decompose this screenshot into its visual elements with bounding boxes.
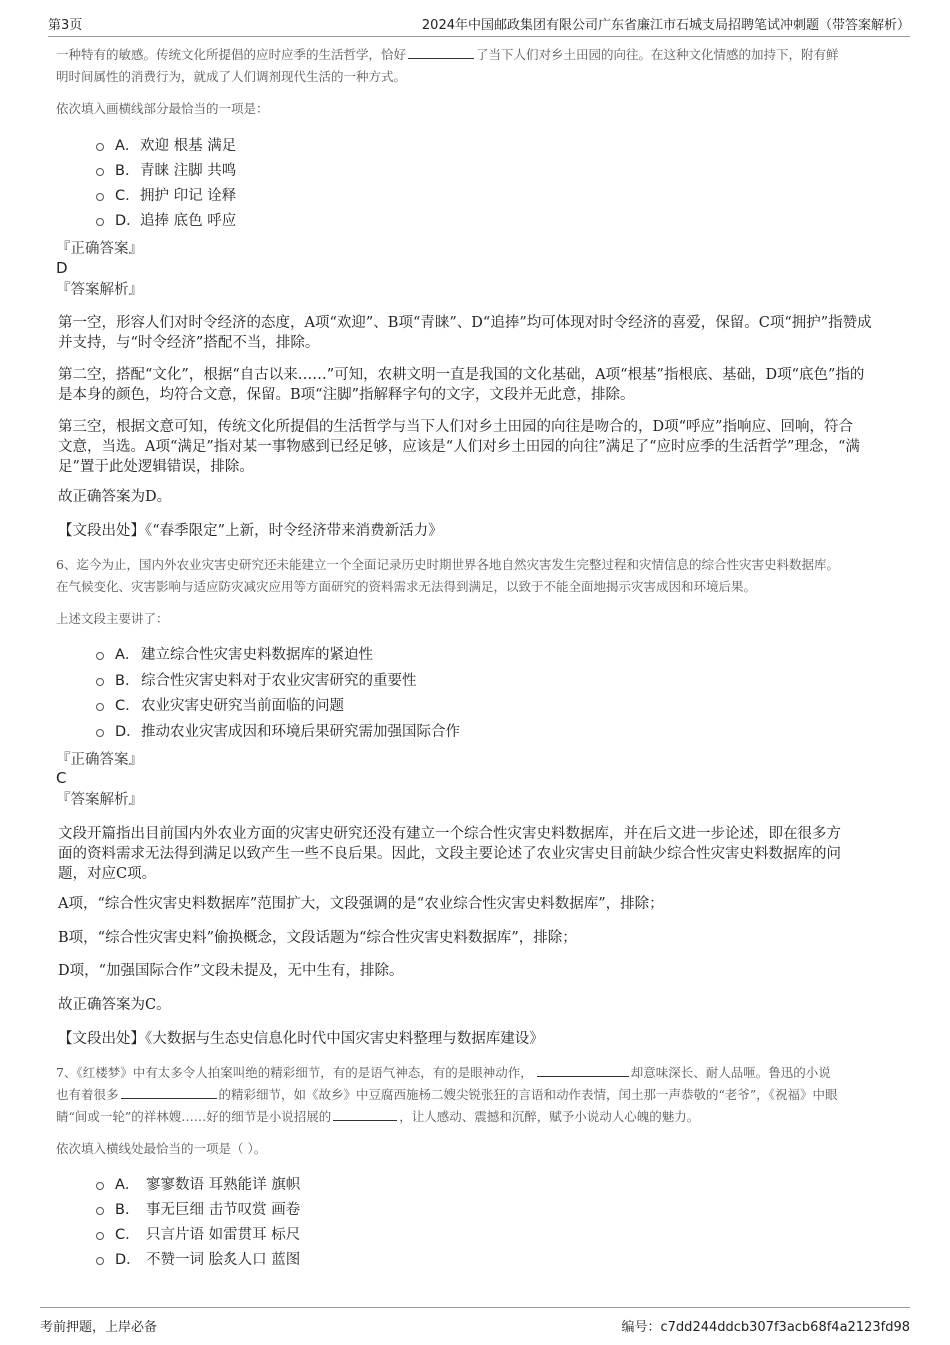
- q6-analysis-d: D项，“加强国际合作”文段未提及，无中生有，排除。: [58, 963, 404, 979]
- q5-passage: [56, 44, 916, 88]
- q5-prompt: 依次填入画横线部分最恰当的一项是：: [56, 101, 269, 116]
- q5-blank: [408, 44, 474, 59]
- q5-analysis-p3: 第三空，根据文意可知，传统文化所提倡的生活哲学与当下人们对乡土田园的向往是吻合的，D项“呼应”指响应、回响，符合 文意，当选。A项“满足”指对某一事物感到已经足够，应该是“人们对乡土田园的向往”满足了“应时应季的生活哲学”理念，“满 足”置于此处逻辑错误，排除。: [58, 419, 860, 475]
- radio-icon[interactable]: [96, 143, 104, 151]
- q5-answer: D: [56, 259, 68, 277]
- page-footer: [40, 1307, 910, 1338]
- q7-blank-3: [333, 1106, 397, 1121]
- q5-analysis-p1: 第一空，形容人们对时令经济的态度，A项“欢迎”、B项“青睐”、D“追捧”均可体现对时令经济的喜爱，保留。C项“拥护”指赞成 并支持，与“时令经济”搭配不当，排除。: [58, 315, 872, 351]
- q7-stem-line1: 7、《红楼梦》中有太多令人拍案叫绝的精彩细节，有的是语气神态，有的是眼神动作， 却意味深长、耐人品咂。鲁迅的小说: [56, 1062, 838, 1084]
- q6-stem: 6、迄今为止，国内外农业灾害史研究还未能建立一个全面记录历史时期世界各地自然灾害发生完整过程和灾情信息的综合性灾害史料数据库。 在气候变化、灾害影响与适应防灾减灾应用等方面研究的资料需求无法得到满足，以致于不能全面地揭示灾害成因和环境后果。: [56, 557, 839, 594]
- q6-analysis-b: B项，“综合性灾害史料”偷换概念，文段话题为“综合性灾害史料数据库”，排除；: [58, 930, 577, 946]
- document-title: 2024年中国邮政集团有限公司广东省廉江市石城支局招聘笔试冲刺题（带答案解析）: [421, 18, 910, 33]
- q6-answer-label: 『正确答案』: [56, 752, 143, 768]
- q5-passage-line1: 一种特有的敏感。传统文化所提倡的应时应季的生活哲学，恰好 了当下人们对乡土田园的向往。在这种文化情感的加持下，附有鲜: [56, 44, 916, 66]
- q7-blank-1: [537, 1062, 629, 1077]
- q6-analysis-a: A项，“综合性灾害史料数据库”范围扩大，文段强调的是“农业综合性灾害史料数据库”，排除；: [58, 896, 664, 912]
- radio-icon[interactable]: [96, 652, 104, 660]
- radio-icon[interactable]: [96, 193, 104, 201]
- q5-analysis-p2: 第二空，搭配“文化”，根据“自古以来……”可知，农耕文明一直是我国的文化基础，A项“根基”指根底、基础，D项“底色”指的 是本身的颜色，均符合文意，保留。B项“注脚”指解释字句的文字，文段并无此意，排除。: [58, 367, 865, 403]
- q6-prompt: 上述文段主要讲了：: [56, 611, 169, 626]
- radio-icon[interactable]: [96, 218, 104, 226]
- q6-analysis-p1: 文段开篇指出目前国内外农业方面的灾害史研究还没有建立一个综合性灾害史料数据库，并在后文进一步论述，即在很多方 面的资料需求无法得到满足以致产生一些不良后果。因此，文段主要论述了农业灾害史目前缺少综合性灾害史料数据库的问 题，对应C项。: [58, 826, 841, 882]
- radio-icon[interactable]: [96, 703, 104, 711]
- page-number: 第3页: [48, 18, 83, 33]
- q5-answer-label: 『正确答案』: [56, 241, 143, 257]
- q6-conclusion: 故正确答案为C。: [58, 997, 171, 1013]
- document-id: 编号：c7dd244ddcb307f3acb68f4a2123fd98: [621, 1320, 910, 1335]
- q7-stem-line2: 也有着很多 的精彩细节，如《故乡》中豆腐西施杨二嫂尖锐张狂的言语和动作表情，闰土那一声恭敬的“老爷”，《祝福》中眼: [56, 1084, 838, 1106]
- q5-conclusion: 故正确答案为D。: [58, 489, 172, 505]
- q5-source: 【文段出处】《“春季限定”上新，时令经济带来消费新活力》: [58, 523, 443, 539]
- q6-source: 【文段出处】《大数据与生态史信息化时代中国灾害史料整理与数据库建设》: [58, 1031, 544, 1047]
- radio-icon[interactable]: [96, 168, 104, 176]
- q5-passage-line2: 明时间属性的消费行为，就成了人们调剂现代生活的一种方式。: [56, 69, 407, 84]
- radio-icon[interactable]: [96, 1232, 104, 1240]
- q6-analysis-label: 『答案解析』: [56, 792, 143, 808]
- radio-icon[interactable]: [96, 1207, 104, 1215]
- page-header: [48, 10, 910, 37]
- radio-icon[interactable]: [96, 729, 104, 737]
- footer-slogan: 考前押题，上岸必备: [40, 1320, 158, 1335]
- q7-stem-line3: 睛“间或一轮”的祥林嫂……好的细节是小说招展的 ，让人感动、震撼和沉醉，赋予小说动人心魄的魅力。: [56, 1106, 838, 1128]
- radio-icon[interactable]: [96, 1182, 104, 1190]
- q7-stem: [56, 1062, 838, 1128]
- radio-icon[interactable]: [96, 678, 104, 686]
- radio-icon[interactable]: [96, 1257, 104, 1265]
- q6-answer: C: [56, 769, 67, 787]
- q7-blank-2: [121, 1084, 217, 1099]
- q7-prompt: 依次填入横线处最恰当的一项是（ ）。: [56, 1141, 267, 1156]
- q5-analysis-label: 『答案解析』: [56, 282, 143, 298]
